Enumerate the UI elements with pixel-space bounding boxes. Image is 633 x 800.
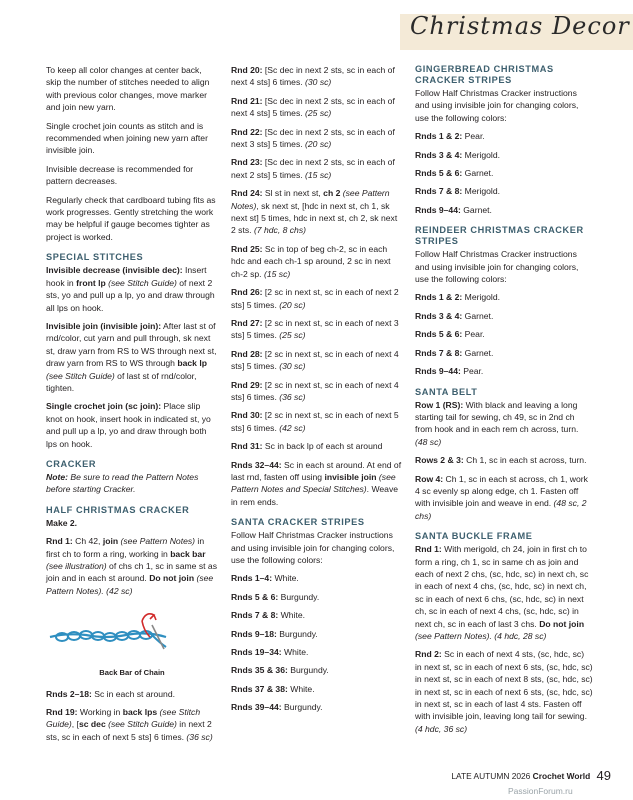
round-instruction: Rnd 23: [Sc dec in next 2 sts, sc in each of next 2 sts] 5 times. (15 sc)	[231, 157, 395, 180]
row-instruction: Rows 2 & 3: Ch 1, sc in each st across, turn.	[415, 455, 587, 466]
stitch-definition: Invisible join (invisible join): After last st of rnd/color, cut yarn and pull through, sk next st, draw yarn from RS to WS through next st, draw yarn from RS to WS through back lp (see Stitch Guide) of last st of rnd/color, tighten.	[46, 320, 217, 393]
section-heading: SANTA BELT	[415, 386, 478, 397]
issue-label: LATE AUTUMN 2026	[451, 771, 531, 781]
chain-stitch-diagram	[46, 603, 218, 663]
round-instruction: Rnd 31: Sc in back lp of each st around	[231, 441, 383, 452]
column-3	[415, 64, 593, 741]
pattern-note: To keep all color changes at center back, skip the number of stitches needed to align with previous color changes, move marker and join new yarn.	[46, 65, 210, 113]
color-row: Rnds 7 & 8: White.	[231, 610, 306, 621]
round-instruction: Rnd 27: [2 sc in next st, sc in each of next 3 sts] 5 times. (25 sc)	[231, 317, 399, 341]
section-heading: HALF CHRISTMAS CRACKER	[46, 504, 190, 515]
color-row: Rnds 1–4: White.	[231, 573, 299, 584]
row-instruction: Row 1 (RS): With black and leaving a long starting tail for sewing, ch 49, sc in 2nd ch from hook and in each rem ch across, turn. (48 sc)	[415, 399, 579, 447]
color-row: Rnds 7 & 8: Merigold.	[415, 186, 501, 197]
row-instruction: Row 4: Ch 1, sc in each st across, ch 1, work 4 sc evenly sp along edge, ch 1. Fasten off with invisible join and weave in end. (48 sc, 2 chs)	[415, 473, 588, 521]
section-heading: REINDEER CHRISTMAS CRACKER STRIPES	[415, 225, 584, 247]
round-instruction: Rnd 19: Working in back lps (see Stitch Guide), [sc dec (see Stitch Guide) in next 2 sts, sc in each of next 5 sts] 6 times. (36 sc)	[46, 707, 213, 742]
column-1	[46, 64, 218, 749]
stripes-intro: Follow Half Christmas Cracker instructions and using invisible join for changing colors, use the following colors:	[415, 88, 579, 123]
color-row: Rnds 9–44: Garnet.	[415, 204, 492, 215]
color-row: Rnds 3 & 4: Garnet.	[415, 310, 494, 321]
round-instruction: Rnd 1: Ch 42, join (see Pattern Notes) in first ch to form a ring, working in back bar (see illustration) of chs ch 1, sc in same st as join and in each st around. Do not join (see Pattern Notes). (42 sc)	[46, 536, 217, 596]
color-row: Rnds 5 & 6: Garnet.	[415, 168, 494, 179]
round-instruction: Rnd 21: [Sc dec in next 2 sts, sc in each of next 4 sts] 5 times. (25 sc)	[231, 95, 395, 119]
round-instruction: Rnds 2–18: Sc in each st around.	[46, 688, 175, 699]
diagram-caption: Back Bar of Chain	[99, 668, 165, 678]
section-heading: SPECIAL STITCHES	[46, 252, 144, 263]
color-row: Rnds 19–34: White.	[231, 647, 309, 658]
color-row: Rnds 5 & 6: Burgundy.	[231, 591, 320, 602]
stripes-intro: Follow Half Christmas Cracker instructions and using invisible join for changing colors, use the following colors:	[231, 530, 395, 565]
pattern-note: Regularly check that cardboard tubing fits as work progresses. Gently stretching the work may be helpful if gauge becomes tighter as project is worked.	[46, 194, 216, 242]
page-title: Christmas Decor	[410, 12, 630, 40]
stitch-definition: Invisible decrease (invisible dec): Insert hook in front lp (see Stitch Guide) of next 2 sts, yo and pull up a lp, yo and draw through all lps on hook.	[46, 265, 215, 313]
pattern-note: Invisible decrease is recommended for pattern decreases.	[46, 163, 194, 187]
round-instruction: Rnd 26: [2 sc in next st, sc in each of next 2 sts] 5 times. (20 sc)	[231, 287, 399, 310]
color-row: Rnds 1 & 2: Pear.	[415, 131, 485, 142]
round-instruction: Rnd 20: [Sc dec in next 2 sts, sc in each of next 4 sts] 6 times. (30 sc)	[231, 65, 395, 88]
round-instruction: Rnd 1: With merigold, ch 24, join in first ch to form a ring, ch 1, sc in same ch as join and each of next 2 chs, (sc, hdc, sc) in next ch, sc in each of next 4 chs, (sc, hdc, sc) in next ch, sc in each of next 6 chs, (sc, hdc, sc) in next ch, sc in each of next 4 chs, (sc, hdc, sc) in next ch, sc in each of last 3 chs. Do not join (see Pattern Notes). (4 hdc, 28 sc)	[415, 544, 589, 641]
color-row: Rnds 3 & 4: Merigold.	[415, 149, 501, 160]
color-row: Rnds 37 & 38: White.	[231, 683, 315, 694]
back-bar-illustration	[46, 603, 218, 663]
color-row: Rnds 9–44: Pear.	[415, 366, 484, 377]
color-row: Rnds 35 & 36: Burgundy.	[231, 665, 329, 676]
page-number: 49	[596, 768, 611, 783]
page-footer	[451, 768, 611, 783]
round-instruction: Rnd 24: Sl st in next st, ch 2 (see Pattern Notes), sk next st, [hdc in next st, ch 1, sk next st] 5 times, hdc in next st, ch 2, sk next 2 sts. (7 hdc, 8 chs)	[231, 188, 398, 236]
section-heading: CRACKER	[46, 458, 97, 469]
section-heading: GINGERBREAD CHRISTMAS CRACKER STRIPES	[415, 64, 554, 85]
round-instruction: Rnd 28: [2 sc in next st, sc in each of next 4 sts] 5 times. (30 sc)	[231, 348, 399, 372]
stripes-intro: Follow Half Christmas Cracker instructions and using invisible join for changing colors, use the following colors:	[415, 249, 579, 285]
color-row: Rnds 39–44: Burgundy.	[231, 702, 323, 713]
magazine-name: Crochet World	[532, 771, 591, 781]
section-heading: SANTA CRACKER STRIPES	[231, 517, 365, 528]
stitch-definition: Single crochet join (sc join): Place slip knot on hook, insert hook in indicated st, yo and pull up a lp, yo and draw through both lps on hook.	[46, 401, 211, 449]
cracker-note: Note: Be sure to read the Pattern Notes before starting Cracker.	[46, 471, 199, 495]
watermark: PassionForum.ru	[508, 786, 573, 796]
color-row: Rnds 9–18: Burgundy.	[231, 628, 318, 639]
round-instruction: Rnd 25: Sc in top of beg ch-2, sc in each hdc and each ch-1 sp around, 2 sc in next ch-2 sp. (15 sc)	[231, 243, 391, 279]
color-row: Rnds 5 & 6: Pear.	[415, 329, 485, 340]
round-instruction: Rnd 22: [Sc dec in next 2 sts, sc in each of next 3 sts] 5 times. (20 sc)	[231, 126, 395, 150]
pattern-note: Single crochet join counts as stitch and is recommended when joining new yarn after invisible join.	[46, 120, 208, 156]
section-heading: SANTA BUCKLE FRAME	[415, 531, 533, 542]
round-instruction: Rnds 32–44: Sc in each st around. At end of last rnd, fasten off using invisible join (see Pattern Notes and Special Stitches). Weave in rem ends.	[231, 459, 402, 507]
round-instruction: Rnd 2: Sc in each of next 4 sts, (sc, hdc, sc) in next st, sc in each of next 6 sts, (sc, hdc, sc) in next st, sc in each of next 8 sts, (sc, hdc, sc) in next st, sc in each of next 6 sts, (sc, hdc, sc) in next st, sc in each of last 4 sts. Fasten off with invisible join, leaving long tail for sewing. (4 hdc, 36 sc)	[415, 649, 593, 734]
color-row: Rnds 7 & 8: Garnet.	[415, 347, 494, 358]
round-instruction: Rnd 29: [2 sc in next st, sc in each of next 4 sts] 6 times. (36 sc)	[231, 379, 399, 402]
color-row: Rnds 1 & 2: Merigold.	[415, 292, 501, 303]
make-count: Make 2.	[46, 517, 78, 528]
round-instruction: Rnd 30: [2 sc in next st, sc in each of next 5 sts] 6 times. (42 sc)	[231, 410, 399, 433]
column-2	[231, 64, 403, 720]
